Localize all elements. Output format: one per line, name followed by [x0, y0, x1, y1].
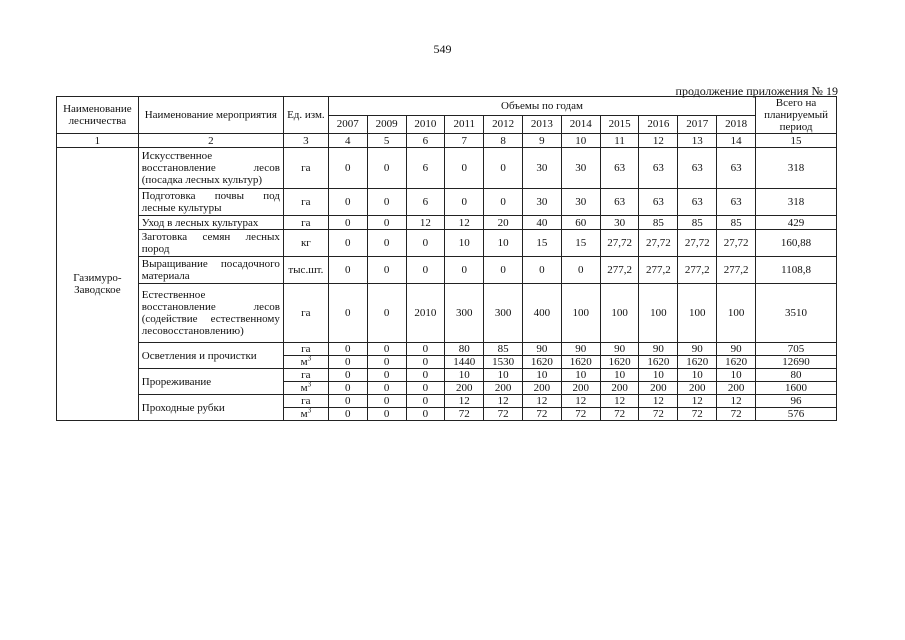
unit-cell: тыс.шт.: [283, 257, 328, 284]
header-year: 2009: [367, 115, 406, 134]
activity-name: Выращивание посадочного материала: [138, 257, 283, 284]
total-cell: 12690: [756, 356, 837, 369]
value-cell: 6: [406, 148, 445, 189]
table-row: [57, 257, 837, 284]
value-cell: 300: [484, 284, 523, 343]
value-cell: 200: [717, 382, 756, 395]
unit-text: га: [301, 369, 311, 381]
value-cell: 0: [406, 356, 445, 369]
value-cell: 1620: [523, 356, 562, 369]
activity-name: Естественное восстановление лесов (содействие естественному лесовосстановлению): [138, 284, 283, 343]
value-cell: 1440: [445, 356, 484, 369]
total-cell: 160,88: [756, 230, 837, 257]
unit-cell: [283, 395, 328, 408]
header-volumes: Объемы по годам: [328, 97, 755, 116]
value-cell: 12: [600, 395, 639, 408]
value-cell: 0: [328, 216, 367, 230]
header-total: Всего на планируемый период: [756, 97, 837, 134]
volumes-table: [56, 96, 837, 421]
value-cell: 0: [367, 408, 406, 421]
value-cell: 30: [523, 148, 562, 189]
value-cell: 200: [600, 382, 639, 395]
header-year: 2013: [523, 115, 562, 134]
value-cell: 0: [328, 356, 367, 369]
column-number: 3: [283, 134, 328, 148]
value-cell: 12: [523, 395, 562, 408]
value-cell: 0: [445, 257, 484, 284]
column-number: 11: [600, 134, 639, 148]
value-cell: 277,2: [717, 257, 756, 284]
value-cell: 80: [445, 343, 484, 356]
value-cell: 0: [367, 148, 406, 189]
activity-name: Искусственное восстановление лесов (посадка лесных культур): [138, 148, 283, 189]
value-cell: 1620: [717, 356, 756, 369]
value-cell: 85: [717, 216, 756, 230]
value-cell: 0: [367, 356, 406, 369]
value-cell: 0: [484, 257, 523, 284]
value-cell: 0: [367, 189, 406, 216]
column-number: 13: [678, 134, 717, 148]
value-cell: 12: [406, 216, 445, 230]
header-unit: Ед. изм.: [283, 97, 328, 134]
total-cell: 318: [756, 148, 837, 189]
activity-name: Уход в лесных культурах: [138, 216, 283, 230]
forestry-name: Газимуро-Заводское: [57, 148, 139, 421]
table-row: [57, 216, 837, 230]
value-cell: 0: [406, 343, 445, 356]
value-cell: 72: [600, 408, 639, 421]
column-number: 4: [328, 134, 367, 148]
table-row: [57, 230, 837, 257]
value-cell: 90: [523, 343, 562, 356]
value-cell: 0: [328, 284, 367, 343]
value-cell: 90: [561, 343, 600, 356]
header-year: 2011: [445, 115, 484, 134]
value-cell: 1620: [561, 356, 600, 369]
value-cell: 10: [484, 230, 523, 257]
activity-name: Прореживание: [138, 369, 283, 395]
value-cell: 6: [406, 189, 445, 216]
value-cell: 10: [639, 369, 678, 382]
value-cell: 0: [328, 148, 367, 189]
value-cell: 30: [561, 148, 600, 189]
value-cell: 0: [406, 230, 445, 257]
table-row: [57, 148, 837, 189]
value-cell: 60: [561, 216, 600, 230]
value-cell: 0: [406, 408, 445, 421]
table-row: [57, 189, 837, 216]
value-cell: 63: [639, 189, 678, 216]
value-cell: 12: [484, 395, 523, 408]
header-activity: Наименование мероприятия: [138, 97, 283, 134]
value-cell: 72: [639, 408, 678, 421]
column-number: 14: [717, 134, 756, 148]
value-cell: 0: [445, 189, 484, 216]
value-cell: 12: [717, 395, 756, 408]
header-year: 2010: [406, 115, 445, 134]
total-cell: 96: [756, 395, 837, 408]
header-year: 2017: [678, 115, 717, 134]
value-cell: 0: [367, 284, 406, 343]
unit-cell: га: [283, 216, 328, 230]
value-cell: 63: [600, 148, 639, 189]
column-number: 8: [484, 134, 523, 148]
column-number: 12: [639, 134, 678, 148]
unit-cell: га: [283, 148, 328, 189]
total-cell: 1108,8: [756, 257, 837, 284]
value-cell: 100: [678, 284, 717, 343]
value-cell: 0: [328, 369, 367, 382]
column-number: 15: [756, 134, 837, 148]
value-cell: 63: [717, 189, 756, 216]
value-cell: 0: [523, 257, 562, 284]
unit-superscript: 3: [307, 355, 312, 363]
value-cell: 12: [639, 395, 678, 408]
value-cell: 85: [678, 216, 717, 230]
value-cell: 0: [406, 395, 445, 408]
value-cell: 0: [328, 343, 367, 356]
total-cell: 318: [756, 189, 837, 216]
value-cell: 200: [678, 382, 717, 395]
value-cell: 10: [523, 369, 562, 382]
value-cell: 90: [639, 343, 678, 356]
unit-cell: [283, 369, 328, 382]
column-number: 10: [561, 134, 600, 148]
activity-name: Проходные рубки: [138, 395, 283, 421]
value-cell: 0: [367, 343, 406, 356]
total-cell: 3510: [756, 284, 837, 343]
unit-cell: [283, 343, 328, 356]
value-cell: 63: [639, 148, 678, 189]
value-cell: 12: [445, 395, 484, 408]
value-cell: 0: [445, 148, 484, 189]
header-year: 2012: [484, 115, 523, 134]
value-cell: 15: [561, 230, 600, 257]
unit-text: м: [300, 408, 308, 420]
unit-cell: [283, 382, 328, 395]
value-cell: 72: [445, 408, 484, 421]
unit-cell: га: [283, 284, 328, 343]
value-cell: 0: [367, 369, 406, 382]
value-cell: 30: [561, 189, 600, 216]
value-cell: 400: [523, 284, 562, 343]
value-cell: 72: [561, 408, 600, 421]
value-cell: 200: [561, 382, 600, 395]
value-cell: 40: [523, 216, 562, 230]
header-year: 2018: [717, 115, 756, 134]
value-cell: 10: [445, 369, 484, 382]
unit-text: м: [300, 382, 308, 394]
value-cell: 10: [717, 369, 756, 382]
value-cell: 100: [639, 284, 678, 343]
value-cell: 30: [600, 216, 639, 230]
value-cell: 0: [561, 257, 600, 284]
column-number: 7: [445, 134, 484, 148]
value-cell: 63: [717, 148, 756, 189]
column-number: 9: [523, 134, 562, 148]
value-cell: 100: [717, 284, 756, 343]
value-cell: 12: [678, 395, 717, 408]
value-cell: 0: [484, 148, 523, 189]
total-cell: 1600: [756, 382, 837, 395]
value-cell: 100: [600, 284, 639, 343]
value-cell: 200: [639, 382, 678, 395]
value-cell: 0: [328, 408, 367, 421]
table-row: [57, 343, 837, 356]
total-cell: 429: [756, 216, 837, 230]
activity-name: Подготовка почвы под лесные культуры: [138, 189, 283, 216]
value-cell: 15: [523, 230, 562, 257]
value-cell: 72: [717, 408, 756, 421]
unit-superscript: 3: [307, 407, 312, 415]
value-cell: 0: [328, 189, 367, 216]
value-cell: 0: [406, 382, 445, 395]
value-cell: 0: [367, 382, 406, 395]
value-cell: 2010: [406, 284, 445, 343]
value-cell: 200: [523, 382, 562, 395]
value-cell: 90: [600, 343, 639, 356]
value-cell: 1620: [678, 356, 717, 369]
value-cell: 10: [561, 369, 600, 382]
value-cell: 12: [561, 395, 600, 408]
header-year: 2016: [639, 115, 678, 134]
header-year: 2007: [328, 115, 367, 134]
value-cell: 0: [328, 257, 367, 284]
value-cell: 277,2: [600, 257, 639, 284]
value-cell: 63: [678, 148, 717, 189]
table-row: [57, 395, 837, 408]
header-year: 2015: [600, 115, 639, 134]
unit-cell: [283, 356, 328, 369]
unit-cell: га: [283, 189, 328, 216]
value-cell: 0: [367, 230, 406, 257]
total-cell: 80: [756, 369, 837, 382]
value-cell: 0: [367, 395, 406, 408]
activity-name: Осветления и прочистки: [138, 343, 283, 369]
value-cell: 30: [523, 189, 562, 216]
value-cell: 0: [367, 216, 406, 230]
value-cell: 0: [406, 369, 445, 382]
value-cell: 200: [445, 382, 484, 395]
table-row: [57, 284, 837, 343]
unit-superscript: 3: [307, 381, 312, 389]
value-cell: 1530: [484, 356, 523, 369]
value-cell: 20: [484, 216, 523, 230]
activity-name: Заготовка семян лесных пород: [138, 230, 283, 257]
value-cell: 90: [717, 343, 756, 356]
value-cell: 277,2: [678, 257, 717, 284]
value-cell: 27,72: [639, 230, 678, 257]
column-number: 2: [138, 134, 283, 148]
unit-cell: [283, 408, 328, 421]
total-cell: 705: [756, 343, 837, 356]
value-cell: 27,72: [678, 230, 717, 257]
value-cell: 0: [406, 257, 445, 284]
value-cell: 72: [484, 408, 523, 421]
value-cell: 72: [523, 408, 562, 421]
column-number: 1: [57, 134, 139, 148]
value-cell: 12: [445, 216, 484, 230]
value-cell: 0: [328, 395, 367, 408]
value-cell: 10: [445, 230, 484, 257]
value-cell: 10: [678, 369, 717, 382]
value-cell: 85: [639, 216, 678, 230]
value-cell: 63: [678, 189, 717, 216]
value-cell: 300: [445, 284, 484, 343]
value-cell: 27,72: [600, 230, 639, 257]
value-cell: 10: [600, 369, 639, 382]
header-year: 2014: [561, 115, 600, 134]
column-number: 6: [406, 134, 445, 148]
value-cell: 90: [678, 343, 717, 356]
header-forestry: Наименование лесничества: [57, 97, 139, 134]
value-cell: 72: [678, 408, 717, 421]
value-cell: 1620: [600, 356, 639, 369]
continuation-note: продолжение приложения № 19: [675, 84, 838, 98]
unit-text: га: [301, 395, 311, 407]
value-cell: 1620: [639, 356, 678, 369]
unit-text: га: [301, 343, 311, 355]
table-row: [57, 369, 837, 382]
page-number: 549: [433, 42, 452, 56]
unit-cell: кг: [283, 230, 328, 257]
value-cell: 27,72: [717, 230, 756, 257]
value-cell: 63: [600, 189, 639, 216]
value-cell: 0: [484, 189, 523, 216]
value-cell: 277,2: [639, 257, 678, 284]
value-cell: 0: [328, 382, 367, 395]
value-cell: 10: [484, 369, 523, 382]
column-number: 5: [367, 134, 406, 148]
value-cell: 0: [328, 230, 367, 257]
value-cell: 0: [367, 257, 406, 284]
value-cell: 200: [484, 382, 523, 395]
value-cell: 100: [561, 284, 600, 343]
unit-text: м: [300, 356, 308, 368]
value-cell: 85: [484, 343, 523, 356]
total-cell: 576: [756, 408, 837, 421]
